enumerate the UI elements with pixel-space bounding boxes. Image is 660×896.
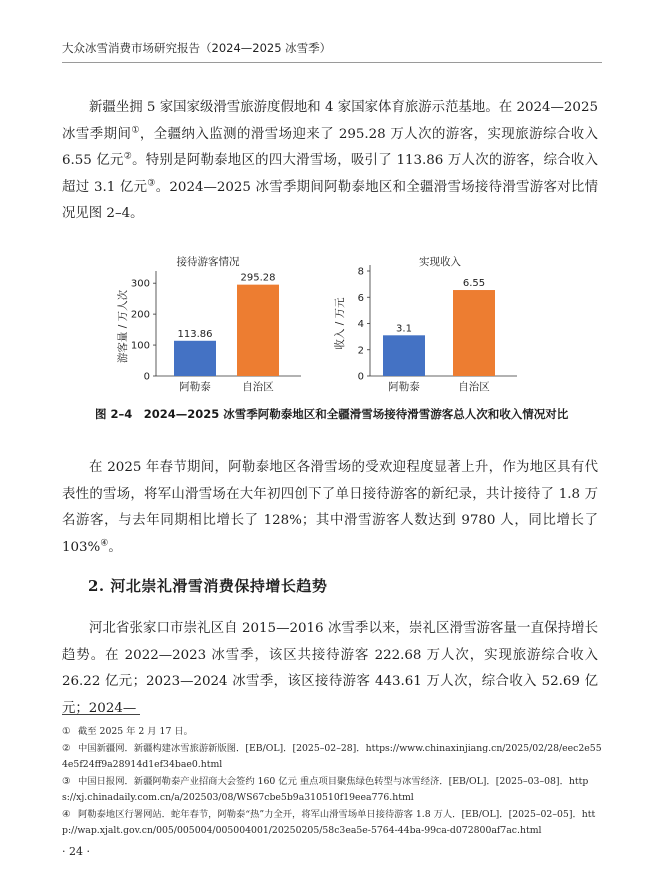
y-tick-label: 0 xyxy=(143,371,150,383)
footnote-ref-2[interactable]: ② xyxy=(123,151,133,162)
y-tick-label: 6 xyxy=(357,292,364,304)
paragraph-chongli: 河北省张家口市崇礼区自 2015—2016 冰雪季以来，崇礼区滑雪游客量一直保持增长趋势。在 2022—2023 冰雪季，该区共接待游客 222.68 万人次，实现旅游综合收入 26.22 亿元；2023—2024 冰雪季，该区接待游客 443.61 万人次，综合收入 52.69 亿元；2024— xyxy=(62,621,598,716)
p1-text-2: ，全疆纳入监测的滑雪场迎来了 295.28 万人次的游客，实现旅游综合收入 6.55 亿元 xyxy=(62,126,599,168)
paragraph-xinjiang xyxy=(62,95,598,228)
figure-charts xyxy=(90,245,570,415)
footnote-4 xyxy=(62,807,602,839)
footnote-rule xyxy=(62,714,140,715)
p2-text-1: 在 2025 年春节期间，阿勒泰地区各滑雪场的受欢迎程度显著上升，作为地区具有代表性的雪场，将军山滑雪场在大年初四创下了单日接待游客的新纪录，共计接待了 1.8 万名游客，与去年同期相比增长了 128%；其中滑雪游客人数达到 9780 人，同比增长了 103% xyxy=(62,460,598,555)
footnote-3 xyxy=(62,774,602,806)
p1-text-3: 。特别是阿勒泰地区的四大滑雪场，吸引了 113.86 万人次的游客，综合收入超过 3.1 亿元 xyxy=(62,153,598,195)
section-title: 2. 河北崇礼滑雪消费保持增长趋势 xyxy=(88,577,328,595)
y-axis-label: 收入 / 万元 xyxy=(334,297,346,350)
figure-caption: 图 2–4 2024—2025 冰雪季阿勒泰地区和全疆滑雪场接待滑雪游客总人次和收入情况对比 xyxy=(95,407,569,421)
bar-阿勒泰 xyxy=(174,341,216,376)
footnote-text[interactable]: 中国日报网．新疆阿勒泰产业招商大会签约 160 亿元 重点项目聚焦绿色转型与冰雪经济．[EB/OL]．[2025–03–08]．https://xj.chinadaily.com.cn/a/202503/08/WS67cbe5b9a310510f19eea776.html xyxy=(62,776,589,803)
y-tick-label: 100 xyxy=(130,340,150,352)
bar-value-label: 295.28 xyxy=(240,272,276,284)
header-rule xyxy=(62,62,602,63)
footnote-ref-4[interactable]: ④ xyxy=(100,538,109,549)
p1-text-4: 。2024—2025 冰雪季期间阿勒泰地区和全疆滑雪场接待滑雪游客对比情况见图 2–4。 xyxy=(62,179,598,221)
running-header: 大众冰雪消费市场研究报告（2024—2025 冰雪季） xyxy=(62,41,332,55)
footnote-mark: ① xyxy=(62,726,71,737)
p1-text-1: 新疆坐拥 5 家国家级滑雪旅游度假地和 4 家国家体育旅游示范基地。在 2024—2025 冰雪季期间 xyxy=(62,100,598,142)
footnote-ref-1[interactable]: ① xyxy=(131,125,140,136)
p2-text-2: 。 xyxy=(108,539,122,555)
footnote-text[interactable]: 中国新疆网．新疆构建冰雪旅游新版图．[EB/OL]．[2025–02–28]．https://www.chinaxinjiang.cn/2025/02/28/eec2e554e5f24ff9a28914d1ef34bae0.html xyxy=(62,743,602,770)
y-axis-label: 游客量 / 万人次 xyxy=(117,289,129,364)
x-tick-label: 自治区 xyxy=(458,381,490,393)
y-tick-label: 4 xyxy=(357,319,364,330)
x-tick-label: 自治区 xyxy=(242,381,274,393)
figure-2-4 xyxy=(90,245,570,415)
bar-自治区 xyxy=(453,290,495,376)
footnote-1 xyxy=(62,724,602,740)
chart-title: 接待游客情况 xyxy=(176,256,240,268)
footnote-text: 截至 2025 年 2 月 17 日。 xyxy=(78,726,193,737)
bar-value-label: 6.55 xyxy=(462,278,486,290)
footnote-mark: ② xyxy=(62,743,71,754)
bar-阿勒泰 xyxy=(383,335,425,376)
chart-title: 实现收入 xyxy=(419,256,461,268)
y-tick-label: 8 xyxy=(357,266,364,278)
footnote-text[interactable]: 阿勒泰地区行署网站．蛇年春节，阿勒泰“热”力全开，将军山滑雪场单日接待游客 1.8 万人．[EB/OL]．[2025–02–05]．http://wap.xjalt.gov.cn/005/005004/005004001/20250205/58c3ea5e-5764-44ba-99ca-d072800af7ac.html xyxy=(62,809,596,836)
bar-value-label: 113.86 xyxy=(177,328,213,340)
footnote-mark: ④ xyxy=(62,809,71,820)
y-tick-label: 2 xyxy=(357,345,364,357)
x-tick-label: 阿勒泰 xyxy=(388,381,420,393)
bar-自治区 xyxy=(237,285,279,376)
footnotes xyxy=(62,724,602,840)
paragraph-altay-spring-festival xyxy=(62,455,598,561)
page-number: · 24 · xyxy=(62,845,90,858)
footnote-mark: ③ xyxy=(62,776,71,787)
bar-value-label: 3.1 xyxy=(396,323,412,335)
x-tick-label: 阿勒泰 xyxy=(179,381,211,393)
y-tick-label: 200 xyxy=(130,309,150,321)
y-tick-label: 0 xyxy=(357,371,364,383)
y-tick-label: 300 xyxy=(130,278,150,290)
footnote-ref-3[interactable]: ③ xyxy=(147,178,156,189)
footnote-2 xyxy=(62,741,602,773)
